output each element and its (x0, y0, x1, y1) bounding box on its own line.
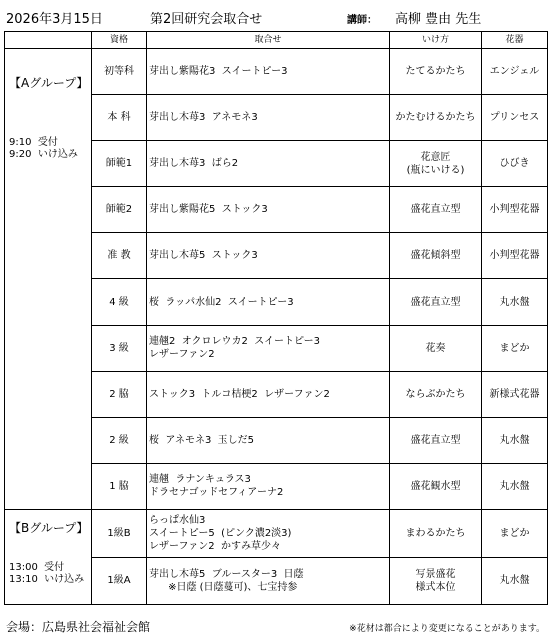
materials-cell: 桜 ラッパ水仙2 スイートピー3 (147, 279, 390, 325)
page-header (0, 0, 553, 28)
table-row (5, 510, 548, 558)
vessel-cell: まどか (482, 325, 548, 371)
style-cell: 盛花観水型 (390, 463, 482, 509)
style-cell: 盛花傾斜型 (390, 233, 482, 279)
vessel-cell: エンジェル (482, 49, 548, 95)
materials-cell: 芽出し紫陽花5 ストック3 (147, 187, 390, 233)
vessel-cell: プリンセス (482, 95, 548, 141)
class-cell: 3 級 (92, 325, 147, 371)
style-cell: 盛花直立型 (390, 417, 482, 463)
schedule-table (4, 31, 548, 605)
vessel-cell: 丸水盤 (482, 463, 548, 509)
vessel-cell: 丸水盤 (482, 279, 548, 325)
table-header-row (5, 32, 548, 49)
style-cell: まわるかたち (390, 510, 482, 558)
group-label: 【Bグループ】 (9, 521, 89, 535)
vessel-cell: ひびき (482, 141, 548, 187)
materials-cell: 芽出し木苺5 ブルースター3 日蔭 ※日蔭 (日蔭蔓可)、七宝持参 (147, 557, 390, 605)
class-cell: 本 科 (92, 95, 147, 141)
vessel-cell: 丸水盤 (482, 417, 548, 463)
materials-cell: 芽出し木苺5 ストック3 (147, 233, 390, 279)
footer-note: ※花材は都合により変更になることがあります。 (349, 624, 545, 634)
vessel-cell: まどか (482, 510, 548, 558)
table-row (5, 49, 548, 95)
class-cell: 師範2 (92, 187, 147, 233)
page-footer (0, 614, 553, 640)
style-cell: 花奏 (390, 325, 482, 371)
class-cell: 1級B (92, 510, 147, 558)
class-cell: 1 脇 (92, 463, 147, 509)
class-cell: 准 教 (92, 233, 147, 279)
group-times: 9:10 受付 9:20 いけ込み (9, 137, 78, 160)
materials-cell: 連翹2 オクロレウカ2 スイートピー3 レザーファン2 (147, 325, 390, 371)
col-vessel: 花器 (482, 32, 548, 49)
group-cell (5, 510, 92, 605)
materials-cell: らっぱ水仙3 スイートピー5 (ピンク濃2淡3) レザーファン2 かすみ草少々 (147, 510, 390, 558)
class-cell: 初等科 (92, 49, 147, 95)
style-cell: たてるかたち (390, 49, 482, 95)
venue-text: 会場：広島県社会福祉会館 (6, 620, 151, 634)
materials-cell: 芽出し木苺3 ばら2 (147, 141, 390, 187)
style-cell: かたむけるかたち (390, 95, 482, 141)
col-group (5, 32, 92, 49)
class-cell: 4 級 (92, 279, 147, 325)
materials-cell: 芽出し紫陽花3 スイートピー3 (147, 49, 390, 95)
class-cell: 2 脇 (92, 371, 147, 417)
class-cell: 師範1 (92, 141, 147, 187)
materials-cell: 桜 アネモネ3 玉しだ5 (147, 417, 390, 463)
header-date: 2026年3月15日 (6, 12, 103, 27)
lecturer-name: 高柳 豊由 先生 (395, 12, 482, 27)
materials-cell: 芽出し木苺3 アネモネ3 (147, 95, 390, 141)
group-cell (5, 49, 92, 510)
materials-cell: 連翹 ラナンキュラス3 ドラセナゴッドセフィアーナ2 (147, 463, 390, 509)
col-class: 資格 (92, 32, 147, 49)
lecturer-label: 講師： (347, 15, 377, 26)
col-materials: 取合せ (147, 32, 390, 49)
vessel-cell: 小判型花器 (482, 233, 548, 279)
class-cell: 1級A (92, 557, 147, 605)
group-label: 【Aグループ】 (9, 76, 89, 90)
vessel-cell: 丸水盤 (482, 557, 548, 605)
header-title: 第2回研究会取合せ (150, 12, 263, 27)
style-cell: 盛花直立型 (390, 279, 482, 325)
col-style: いけ方 (390, 32, 482, 49)
style-cell: ならぶかたち (390, 371, 482, 417)
vessel-cell: 新様式花器 (482, 371, 548, 417)
style-cell: 写景盛花 様式本位 (390, 557, 482, 605)
class-cell: 2 級 (92, 417, 147, 463)
vessel-cell: 小判型花器 (482, 187, 548, 233)
group-times: 13:00 受付 13:10 いけ込み (9, 562, 85, 585)
style-cell: 花意匠 (瓶にいける) (390, 141, 482, 187)
style-cell: 盛花直立型 (390, 187, 482, 233)
materials-cell: ストック3 トルコ桔梗2 レザーファン2 (147, 371, 390, 417)
